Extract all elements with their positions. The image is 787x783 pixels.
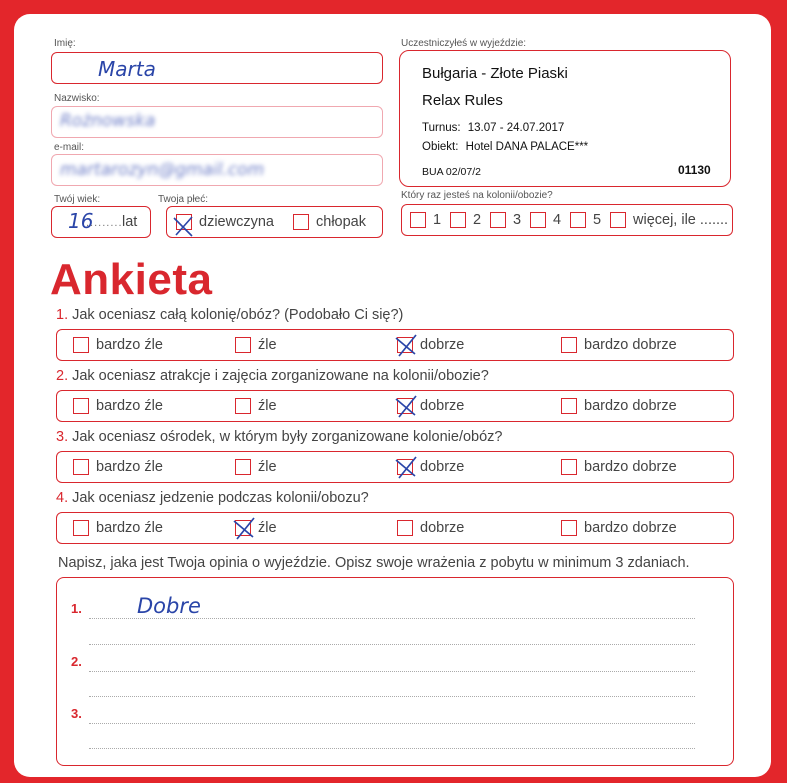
answer-label: bardzo dobrze (584, 459, 677, 475)
answer-checkbox[interactable] (397, 398, 413, 414)
answer-option[interactable] (235, 330, 277, 360)
times-checkbox[interactable] (410, 212, 426, 228)
answer-option[interactable] (397, 452, 464, 482)
object-value: Hotel DANA PALACE*** (465, 141, 589, 153)
times-option-5[interactable] (570, 205, 601, 235)
surname-value: Rożnowska (60, 111, 156, 131)
gender-female-label: dziewczyna (199, 214, 274, 230)
gender-male-option[interactable] (293, 207, 366, 237)
times-option-4[interactable] (530, 205, 561, 235)
answer-label: dobrze (420, 337, 465, 353)
opinion-line (89, 748, 695, 749)
email-field[interactable] (51, 154, 383, 186)
answer-checkbox[interactable] (235, 459, 251, 475)
question-3-text (56, 429, 502, 445)
trip-destination: Bułgaria - Złote Piaski (422, 65, 568, 82)
answer-option[interactable] (561, 391, 677, 421)
opinion-line (89, 696, 695, 697)
opinion-line (89, 618, 695, 619)
times-option-label: 3 (513, 212, 522, 228)
answer-label: bardzo dobrze (584, 337, 677, 353)
times-option-more[interactable] (610, 205, 728, 235)
question-4-options (56, 512, 734, 544)
opinion-answer-1: Dobre (137, 594, 201, 618)
opinion-line (89, 671, 695, 672)
times-option-label: 2 (473, 212, 482, 228)
name-label: Imię: (54, 38, 76, 49)
question-2-text (56, 368, 489, 384)
answer-label: źle (258, 520, 277, 536)
answer-checkbox[interactable] (561, 337, 577, 353)
answer-label: źle (258, 459, 277, 475)
trip-label: Uczestniczyłeś w wyjeździe: (401, 38, 527, 49)
question-2-options (56, 390, 734, 422)
times-field (401, 204, 733, 236)
opinion-line-number: 2. (71, 654, 82, 669)
question-4-text (56, 490, 369, 506)
answer-option[interactable] (561, 513, 677, 543)
question-number: 3. (56, 429, 69, 445)
answer-option[interactable] (397, 391, 464, 421)
email-value: martarozyn@gmail.com (60, 160, 265, 180)
gender-female-checkbox[interactable] (176, 214, 192, 230)
page-title: Ankieta (50, 255, 213, 304)
answer-checkbox[interactable] (235, 337, 251, 353)
answer-checkbox[interactable] (397, 337, 413, 353)
question-number: 2. (56, 368, 69, 384)
answer-option[interactable] (73, 391, 163, 421)
opinion-line-number: 1. (71, 601, 82, 616)
gender-field (166, 206, 383, 238)
answer-label: bardzo źle (96, 520, 163, 536)
age-unit: lat (122, 214, 138, 230)
question-number: 4. (56, 490, 69, 506)
answer-option[interactable] (397, 330, 464, 360)
surname-label: Nazwisko: (54, 93, 100, 104)
answer-label: bardzo dobrze (584, 520, 677, 536)
question-number: 1. (56, 307, 69, 323)
answer-option[interactable] (397, 513, 464, 543)
turnus-value: 13.07 - 24.07.2017 (467, 122, 565, 134)
times-option-2[interactable] (450, 205, 481, 235)
answer-checkbox[interactable] (235, 398, 251, 414)
email-label: e-mail: (54, 142, 85, 153)
name-value: Marta (98, 57, 156, 81)
surname-field[interactable] (51, 106, 383, 138)
name-field[interactable] (51, 52, 383, 84)
answer-option[interactable] (73, 452, 163, 482)
answer-checkbox[interactable] (561, 398, 577, 414)
age-value: 16 (68, 209, 94, 233)
trip-program: Relax Rules (422, 92, 503, 109)
age-field[interactable] (51, 206, 151, 238)
trip-number: 01130 (678, 163, 711, 177)
times-checkbox[interactable] (530, 212, 546, 228)
gender-male-label: chłopak (316, 214, 366, 230)
opinion-line (89, 644, 695, 645)
object-label: Obiekt: (422, 141, 459, 153)
age-dots: ......... (86, 217, 123, 229)
question-label: Jak oceniasz ośrodek, w którym były zorganizowane kolonie/obóz? (72, 429, 503, 445)
question-1-options (56, 329, 734, 361)
answer-label: bardzo źle (96, 337, 163, 353)
answer-option[interactable] (235, 391, 277, 421)
answer-option[interactable] (73, 513, 163, 543)
answer-checkbox[interactable] (73, 520, 89, 536)
answer-checkbox[interactable] (73, 459, 89, 475)
answer-label: bardzo dobrze (584, 398, 677, 414)
gender-male-checkbox[interactable] (293, 214, 309, 230)
times-checkbox[interactable] (610, 212, 626, 228)
answer-label: dobrze (420, 398, 465, 414)
opinion-line-number: 3. (71, 706, 82, 721)
answer-label: źle (258, 337, 277, 353)
question-label: Jak oceniasz jedzenie podczas kolonii/obozu? (72, 490, 369, 506)
answer-checkbox[interactable] (397, 459, 413, 475)
answer-checkbox[interactable] (397, 520, 413, 536)
times-checkbox[interactable] (570, 212, 586, 228)
times-label: Który raz jesteś na kolonii/obozie? (401, 190, 553, 201)
question-1-text (56, 307, 403, 323)
survey-sheet (14, 14, 771, 777)
times-option-1[interactable] (410, 205, 441, 235)
times-more-label: więcej, ile ....... (633, 212, 729, 228)
times-option-3[interactable] (490, 205, 521, 235)
answer-checkbox[interactable] (73, 398, 89, 414)
gender-female-option[interactable] (176, 207, 274, 237)
times-option-label: 1 (433, 212, 442, 228)
opinion-prompt: Napisz, jaka jest Twoja opinia o wyjeździe. Opisz swoje wrażenia z pobytu w minimum 3 zdaniach. (58, 555, 690, 571)
trip-box (399, 50, 731, 187)
question-label: Jak oceniasz atrakcje i zajęcia zorganizowane na kolonii/obozie? (72, 368, 489, 384)
answer-option[interactable] (561, 452, 677, 482)
answer-checkbox[interactable] (73, 337, 89, 353)
opinion-field[interactable] (56, 577, 734, 766)
times-option-label: 5 (593, 212, 602, 228)
question-3-options (56, 451, 734, 483)
turnus-label: Turnus: (422, 122, 461, 134)
answer-option[interactable] (561, 330, 677, 360)
trip-code: BUA 02/07/2 (422, 166, 481, 178)
answer-label: dobrze (420, 520, 465, 536)
answer-option[interactable] (73, 330, 163, 360)
age-label: Twój wiek: (54, 194, 101, 205)
answer-label: bardzo źle (96, 398, 163, 414)
answer-label: dobrze (420, 459, 465, 475)
times-checkbox[interactable] (450, 212, 466, 228)
times-checkbox[interactable] (490, 212, 506, 228)
answer-option[interactable] (235, 513, 277, 543)
answer-checkbox[interactable] (561, 459, 577, 475)
answer-option[interactable] (235, 452, 277, 482)
gender-label: Twoja płeć: (158, 194, 209, 205)
answer-checkbox[interactable] (561, 520, 577, 536)
answer-checkbox[interactable] (235, 520, 251, 536)
question-label: Jak oceniasz całą kolonię/obóz? (Podobało Ci się?) (72, 307, 404, 323)
answer-label: źle (258, 398, 277, 414)
answer-label: bardzo źle (96, 459, 163, 475)
opinion-line (89, 723, 695, 724)
times-option-label: 4 (553, 212, 562, 228)
